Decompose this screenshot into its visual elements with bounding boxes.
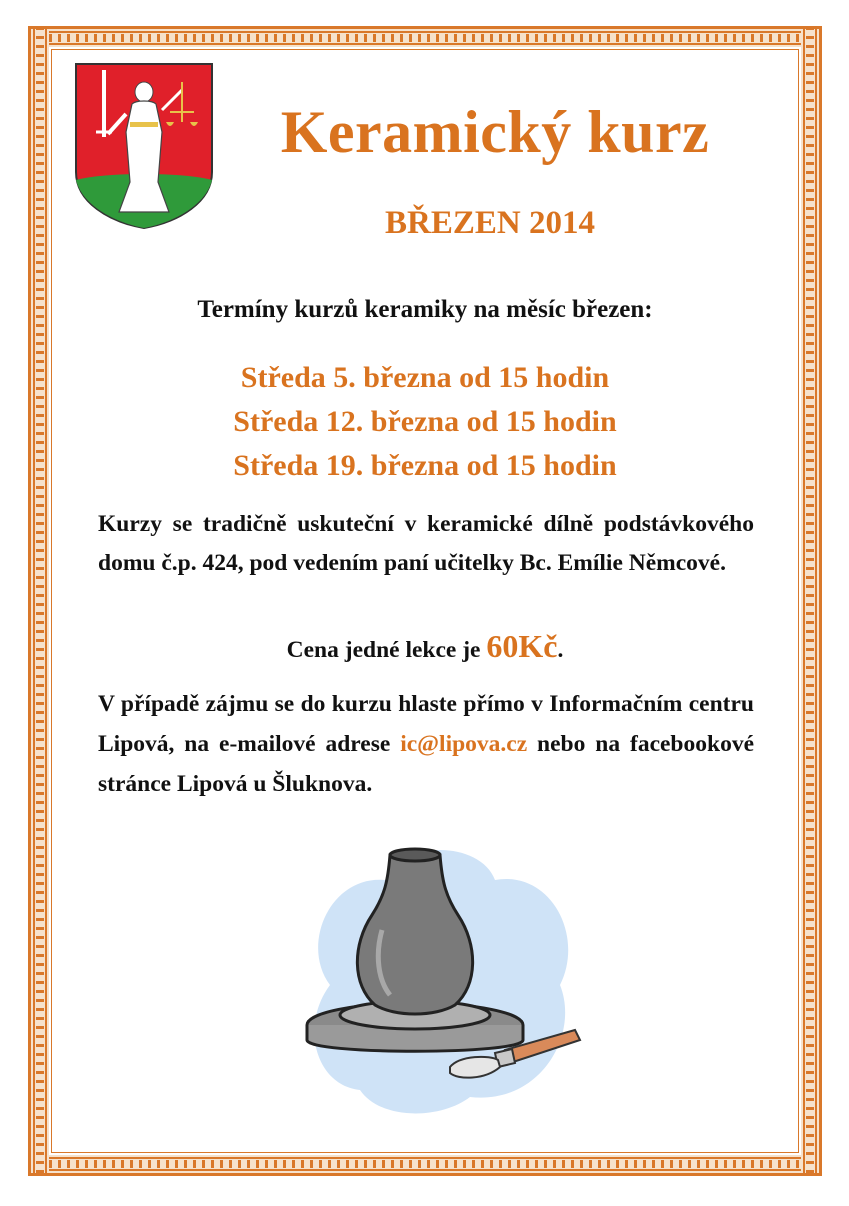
border-top (31, 29, 819, 47)
email-link[interactable]: ic@lipova.cz (400, 731, 528, 757)
pottery-wheel-icon (290, 835, 590, 1120)
course-location-paragraph: Kurzy se tradičně uskuteční v keramické dílně podstávkového domu č.p. 424, pod vedením paní učitelky Bc. Emílie Němcové. (98, 511, 754, 576)
course-date: Středa 19. března od 15 hodin (233, 449, 617, 482)
course-dates (100, 356, 750, 488)
town-coat-of-arms-icon (74, 62, 214, 230)
price-suffix: . (557, 637, 564, 663)
registration-paragraph (98, 684, 754, 804)
price-line (100, 628, 750, 665)
poster-month: BŘEZEN 2014 (385, 205, 595, 241)
poster-title: Keramický kurz (280, 99, 710, 165)
registration-text-before: V případě zájmu se do kurzu hlaste přímo v Informačním centru Lipová, na e-mailové adrese (98, 691, 754, 757)
course-date: Středa 12. března od 15 hodin (233, 405, 617, 438)
border-bottom (31, 1155, 819, 1173)
intro-text: Termíny kurzů keramiky na měsíc březen: (197, 296, 653, 323)
price-prefix: Cena jedné lekce je (286, 637, 487, 663)
border-left (31, 29, 49, 1173)
price-amount: 60Kč (486, 628, 558, 664)
course-date: Středa 5. března od 15 hodin (240, 361, 610, 394)
border-right (801, 29, 819, 1173)
registration-text-after: nebo na facebookové stránce Lipová u Šluknova. (98, 731, 754, 797)
